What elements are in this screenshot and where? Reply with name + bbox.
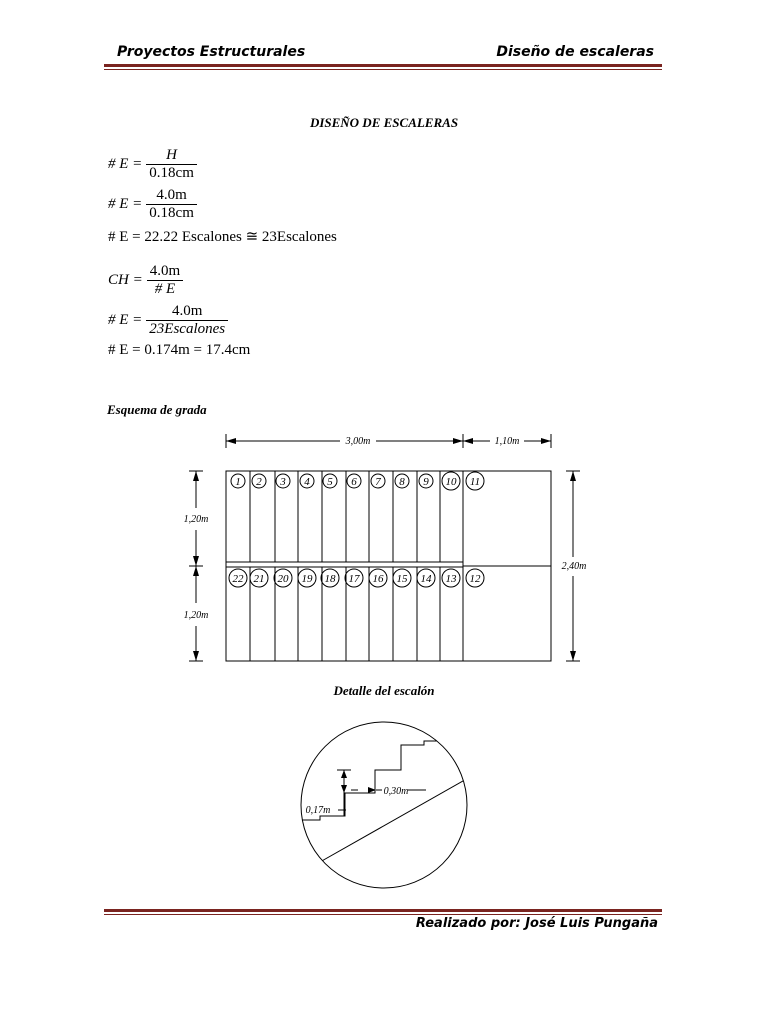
bottom-step-number: 13 bbox=[445, 573, 457, 585]
header-right: Diseño de escaleras bbox=[496, 44, 654, 60]
equation-5-den: 23Escalones bbox=[146, 320, 228, 338]
top-step-number: 2 bbox=[256, 476, 262, 488]
bottom-step-number: 20 bbox=[277, 573, 289, 585]
equation-5-num: 4.0m bbox=[172, 303, 203, 319]
detail-title: Detalle del escalón bbox=[333, 683, 435, 698]
dim-total-height-label: 2,40m bbox=[561, 561, 587, 572]
scheme-title: Esquema de grada bbox=[107, 402, 207, 417]
footer-rule bbox=[104, 909, 662, 912]
equation-4-num: 4.0m bbox=[149, 263, 181, 279]
footer-author: Realizado por: José Luis Pungaña bbox=[415, 916, 658, 931]
top-step-number: 7 bbox=[375, 476, 381, 488]
equation-2-num: 4.0m bbox=[156, 187, 187, 203]
equation-1-lhs: # E = bbox=[108, 155, 143, 172]
equation-1-den: 0.18cm bbox=[146, 164, 197, 182]
equation-5-lhs: # E = bbox=[108, 311, 143, 328]
bottom-step-number: 22 bbox=[232, 573, 244, 585]
top-step-number: 8 bbox=[399, 476, 405, 488]
top-step-number: 11 bbox=[469, 476, 481, 488]
equation-2-den: 0.18cm bbox=[146, 204, 197, 222]
bottom-step-number: 21 bbox=[253, 573, 265, 585]
equation-3: # E = 22.22 Escalones ≅ 23Escalones bbox=[108, 229, 337, 245]
top-step-number: 1 bbox=[235, 476, 241, 488]
bottom-step-number: 14 bbox=[420, 573, 432, 585]
equation-1-num: H bbox=[166, 147, 177, 163]
equation-4-den: # E bbox=[147, 280, 183, 298]
dim-half-bottom-label: 1,20m bbox=[183, 610, 209, 621]
bottom-step-number: 15 bbox=[396, 573, 408, 585]
bottom-step-number: 17 bbox=[348, 573, 360, 585]
header-left: Proyectos Estructurales bbox=[117, 44, 306, 60]
top-step-number: 6 bbox=[351, 476, 357, 488]
detail-riser-label: 0,17m bbox=[305, 805, 331, 816]
bottom-step-number: 19 bbox=[301, 573, 313, 585]
page-title: DISEÑO DE ESCALERAS bbox=[309, 115, 459, 130]
detail-tread-label: 0,30m bbox=[383, 786, 409, 797]
top-step-number: 5 bbox=[327, 476, 333, 488]
bottom-step-number: 12 bbox=[469, 573, 481, 585]
dim-landing-label: 1,10m bbox=[494, 436, 520, 447]
bottom-step-number: 18 bbox=[324, 573, 336, 585]
equation-2-lhs: # E = bbox=[108, 195, 143, 212]
top-step-number: 10 bbox=[445, 476, 457, 488]
equation-6: # E = 0.174m = 17.4cm bbox=[108, 342, 251, 358]
top-step-number: 3 bbox=[280, 476, 286, 488]
footer-rule-thin bbox=[104, 914, 662, 915]
equation-4-lhs: CH = bbox=[108, 271, 143, 288]
top-step-number: 4 bbox=[304, 476, 310, 488]
top-step-number: 9 bbox=[423, 476, 429, 488]
bottom-step-number: 16 bbox=[372, 573, 384, 585]
dim-width-label: 3,00m bbox=[345, 436, 371, 447]
dim-half-top-label: 1,20m bbox=[183, 514, 209, 525]
